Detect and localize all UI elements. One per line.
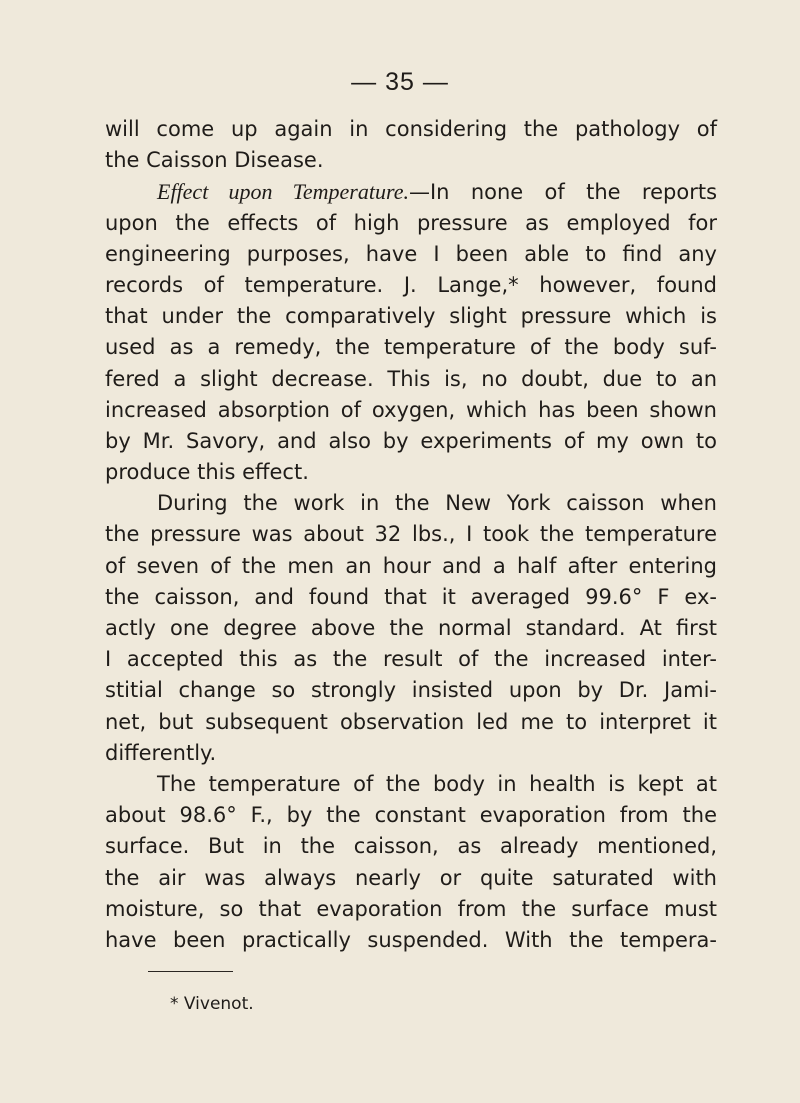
text-line: During the work in the New York caisson when <box>157 491 717 516</box>
footnote-divider <box>148 971 233 972</box>
text-line: net, but subsequent observation led me to interpret it <box>105 709 717 734</box>
paragraph-line <box>105 176 717 207</box>
text-line: actly one degree above the normal standard. At first <box>105 616 717 640</box>
text-line: the Caisson Disease. <box>105 148 324 173</box>
text-line: by Mr. Savory, and also by experiments of my own to <box>105 428 717 453</box>
text-line: have been practically suspended. With the tempera- <box>105 927 717 952</box>
text-line: stitial change so strongly insisted upon by Dr. Jami- <box>105 678 717 703</box>
body-text <box>105 114 717 956</box>
text-line: produce this effect. <box>105 460 309 485</box>
text-line: The temperature of the body in health is kept at <box>157 771 717 796</box>
text-line: upon the effects of high pressure as employed for <box>105 210 717 235</box>
text-line: about 98.6° F., by the constant evaporation from the <box>105 803 717 828</box>
text-line: differently. <box>105 740 217 765</box>
text-line: the caisson, and found that it averaged 99.6° F ex- <box>105 584 717 609</box>
text-line: of seven of the men an hour and a half after entering <box>105 553 717 578</box>
italic-heading: Effect upon Temperature. <box>157 179 409 205</box>
text-fragment: —In none of the reports <box>408 180 718 205</box>
text-line: the air was always nearly or quite saturated with <box>105 865 717 890</box>
text-line: will come up again in considering the pathology of <box>105 117 717 141</box>
page-number: — 35 — <box>351 68 449 96</box>
text-line: surface. But in the caisson, as already mentioned, <box>105 834 717 859</box>
text-line: I accepted this as the result of the increased inter- <box>105 647 717 672</box>
text-line: the pressure was about 32 lbs., I took the temperature <box>105 522 717 547</box>
text-line: moisture, so that evaporation from the surface must <box>105 896 717 921</box>
footnote: * Vivenot. <box>170 994 254 1014</box>
text-line: used as a remedy, the temperature of the body suf- <box>105 335 717 360</box>
text-line: records of temperature. J. Lange,* however, found <box>105 272 717 297</box>
text-line: increased absorption of oxygen, which has been shown <box>105 397 717 422</box>
text-line: that under the comparatively slight pressure which is <box>105 304 717 329</box>
text-line: fered a slight decrease. This is, no doubt, due to an <box>105 366 717 391</box>
text-line: engineering purposes, have I been able to find any <box>105 241 717 266</box>
